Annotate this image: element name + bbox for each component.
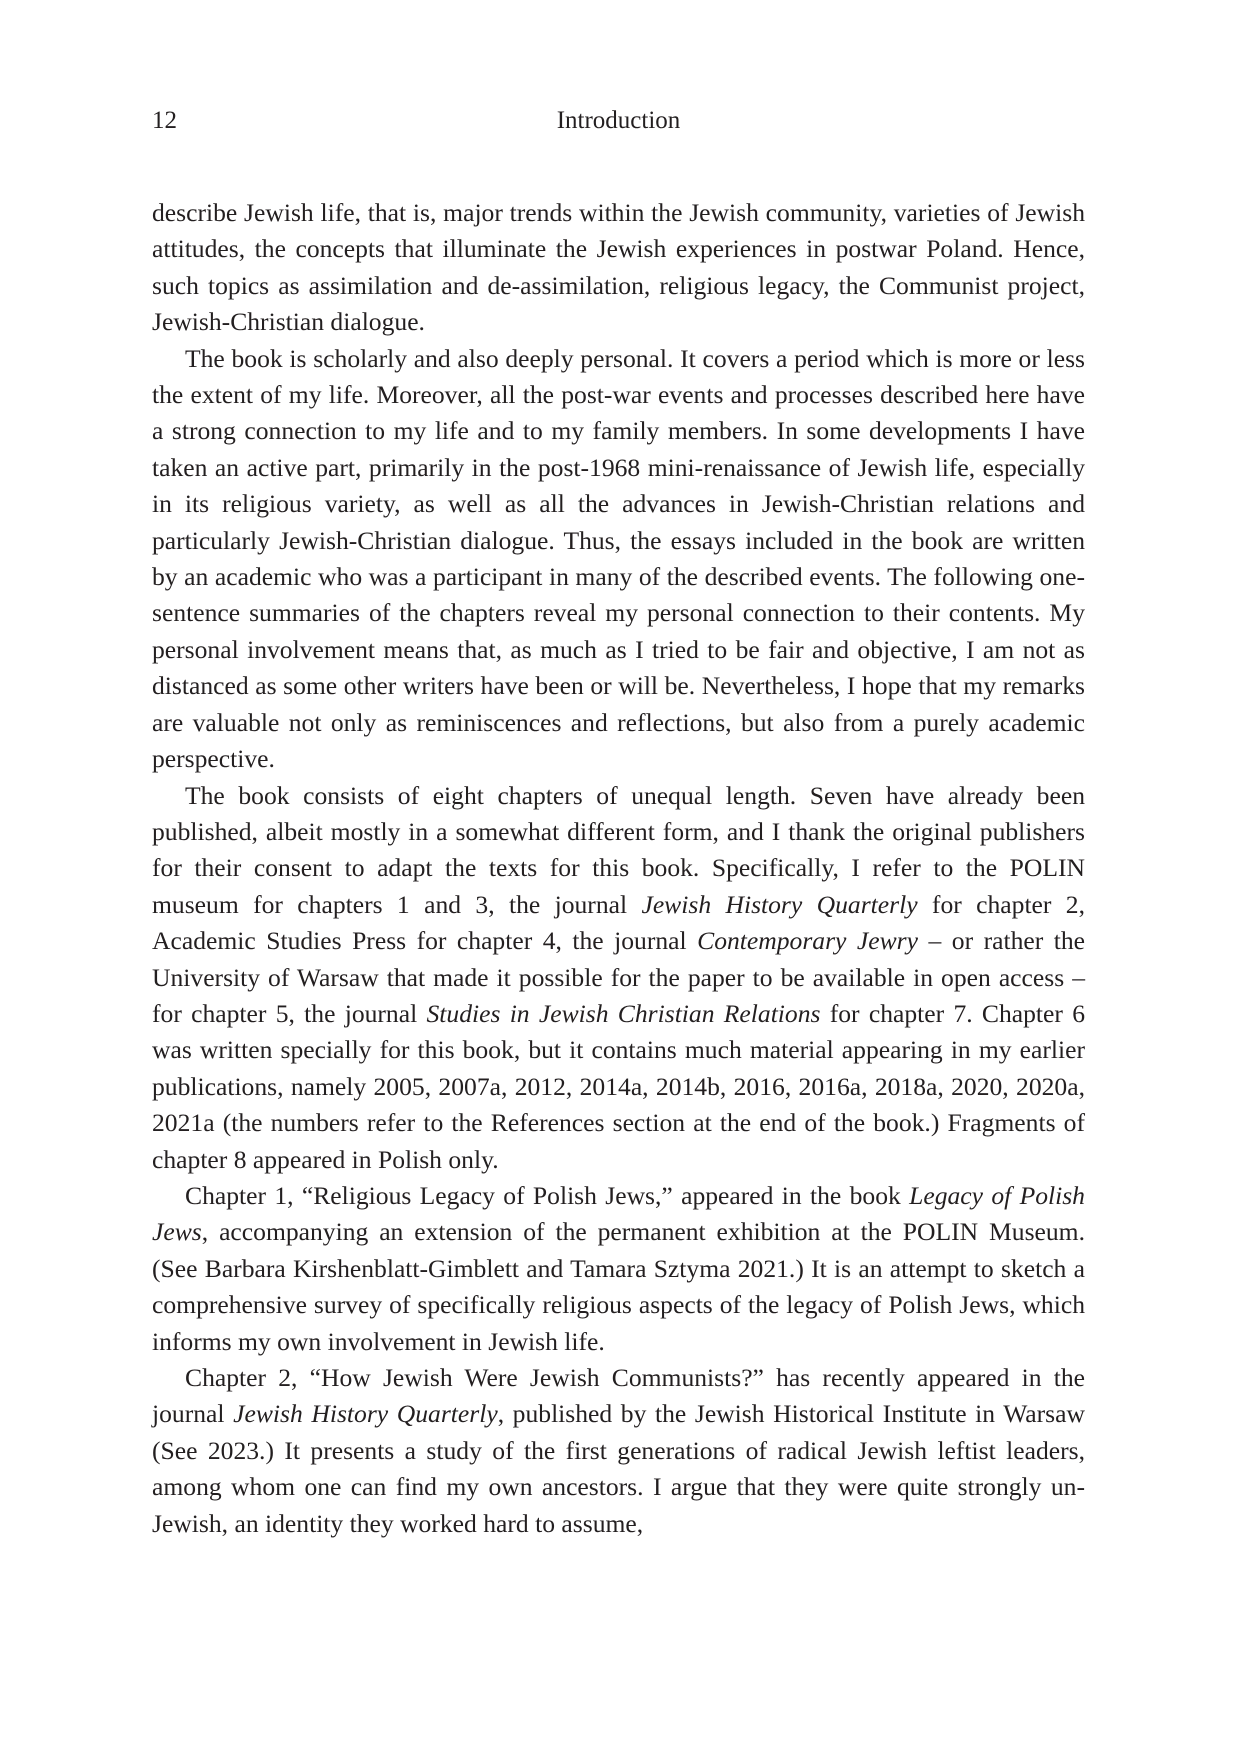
italic-title: Studies in Jewish Christian Relations	[426, 998, 821, 1028]
text-run: Chapter 2, “How Jewish Were Jewish Communists?” has recently appeared in the journal	[152, 1363, 1085, 1429]
text-run: for chapter 7. Chapter 6 was written specially for this book, but it contains much material appearing in my earlier publications, namely 2005, 2007a, 2012, 2014a, 2014b, 2016, 2016a, 2018a, 2020, 2020a, 2021a (the numbers refer to the References section at the end of the book.) Fragments of chapter 8 appeared in Polish only.	[152, 998, 1085, 1174]
text-run: , accompanying an extension of the permanent exhibition at the POLIN Museum. (See Barbara Kirshenblatt-Gimblett and Tamara Sztyma 2021.) It is an attempt to sketch a comprehensive survey of specifically religious aspects of the legacy of Polish Jews, which informs my own involvement in Jewish life.	[152, 1217, 1085, 1356]
text-run: describe Jewish life, that is, major trends within the Jewish community, varieties of Jewish attitudes, the concepts that illuminate the Jewish experiences in postwar Poland. Hence, such topics as assimilation and de-assimilation, religious legacy, the Communist project, Jewish-Christian dialogue.	[152, 198, 1085, 337]
text-run: , published by the Jewish Historical Institute in Warsaw (See 2023.) It presents a study of the first generations of radical Jewish leftist leaders, among whom one can find my own ancestors. I argue that they were quite strongly un-Jewish, an identity they worked hard to assume,	[152, 1399, 1085, 1538]
page-number: 12	[152, 107, 177, 134]
italic-title: Legacy of Polish Jews	[152, 1180, 1085, 1247]
italic-title: Jewish History Quarterly	[641, 889, 918, 919]
text-run: The book is scholarly and also deeply personal. It covers a period which is more or less the extent of my life. Moreover, all the post-war events and processes described here have a strong connection to my life and to my family members. In some developments I have taken an active part, primarily in the post-1968 mini-renaissance of Jewish life, especially in its religious variety, as well as all the advances in Jewish-Christian relations and particularly Jewish-Christian dialogue. Thus, the essays included in the book are written by an academic who was a participant in many of the described events. The following one-sentence summaries of the chapters reveal my personal connection to their contents. My personal involvement means that, as much as I tried to be fair and objective, I am not as distanced as some other writers have been or will be. Nevertheless, I hope that my remarks are valuable not only as reminiscences and reflections, but also from a purely academic perspective.	[152, 343, 1085, 774]
paragraph	[152, 778, 1085, 1178]
body-text	[152, 195, 1085, 1542]
text-run: for chapter 2, Academic Studies Press for chapter 4, the journal	[152, 889, 1085, 956]
text-run: The book consists of eight chapters of unequal length. Seven have already been published, albeit mostly in a somewhat different form, and I thank the original publishers for their consent to adapt the texts for this book. Specifically, I refer to the POLIN museum for chapters 1 and 3, the journal	[152, 780, 1085, 919]
running-header-title: Introduction	[556, 107, 681, 134]
italic-title: Jewish History Quarterly	[233, 1399, 498, 1429]
running-header	[152, 104, 1085, 138]
text-run: Chapter 1, “Religious Legacy of Polish Jews,” appeared in the book	[185, 1180, 910, 1210]
paragraph	[152, 1360, 1085, 1542]
italic-title: Contemporary Jewry	[697, 926, 919, 956]
paragraph	[152, 195, 1085, 341]
text-run: – or rather the University of Warsaw that made it possible for the paper to be available in open access – for chapter 5, the journal	[152, 926, 1086, 1028]
paragraph	[152, 1178, 1085, 1360]
paragraph	[152, 341, 1085, 778]
